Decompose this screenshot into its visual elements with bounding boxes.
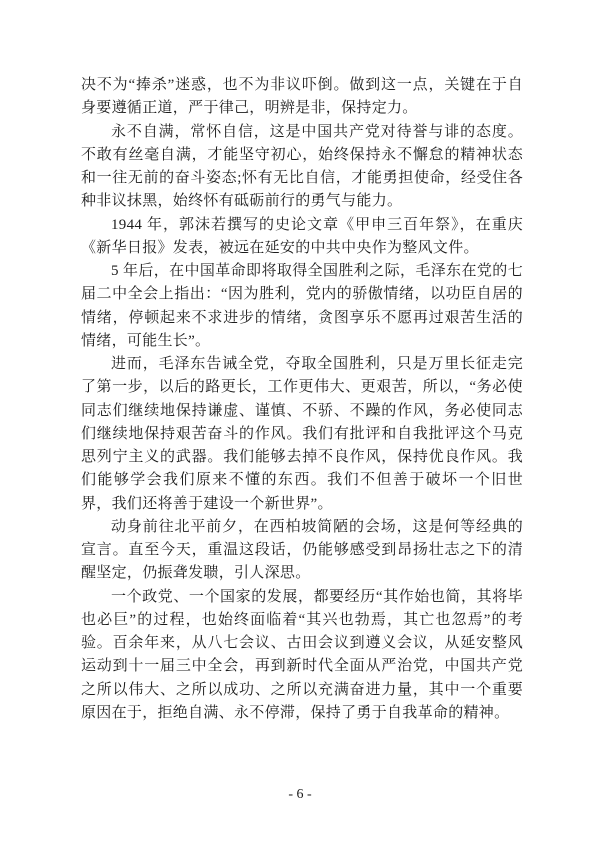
paragraph: 决不为“捧杀”迷惑，也不为非议吓倒。做到这一点，关键在于自身要遵循正道，严于律己，明辨是非，保持定力。	[81, 77, 523, 117]
paragraph: 动身前往北平前夕，在西柏坡简陋的会场，这是何等经典的宣言。直至今天，重温这段话，仍能够感受到昂扬壮志之下的清醒坚定，仍振聋发聩，引人深思。	[81, 518, 523, 582]
page-number: - 6 -	[288, 787, 312, 802]
paragraph: 进而，毛泽东告诫全党，夺取全国胜利，只是万里长征走完了第一步，以后的路更长，工作更伟大、更艰苦，所以，“务必使同志们继续地保持谦虚、谨慎、不骄、不躁的作风，务必使同志们继续地保持艰苦奋斗的作风。我们有批评和自我批评这个马克思列宁主义的武器。我们能够去掉不良作风，保持优良作风。我们能够学会我们原来不懂的东西。我们不但善于破坏一个旧世界，我们还将善于建设一个新世界”。	[81, 356, 523, 512]
paragraph: 一个政党、一个国家的发展，都要经历“其作始也简，其将毕也必巨”的过程，也始终面临着“其兴也勃焉，其亡也忽焉”的考验。百余年来，从八七会议、古田会议到遵义会议，从延安整风运动到十一届三中全会，再到新时代全面从严治党，中国共产党之所以伟大、之所以成功、之所以充满奋进力量，其中一个重要原因在于，拒绝自满、永不停滞，保持了勇于自我革命的精神。	[81, 588, 523, 721]
paragraph: 1944 年，郭沫若撰写的史论文章《甲申三百年祭》，在重庆《新华日报》发表，被远在延安的中共中央作为整风文件。	[81, 216, 523, 256]
document-body	[81, 74, 523, 725]
paragraph: 永不自满，常怀自信，这是中国共产党对待誉与诽的态度。不敢有丝毫自满，才能坚守初心，始终保持永不懈怠的精神状态和一往无前的奋斗姿态;怀有无比自信，才能勇担使命，经受住各种非议抹黑，始终怀有砥砺前行的勇气与能力。	[81, 123, 523, 210]
paragraph: 5 年后，在中国革命即将取得全国胜利之际，毛泽东在党的七届二中全会上指出：“因为胜利，党内的骄傲情绪，以功臣自居的情绪，停顿起来不求进步的情绪，贪图享乐不愿再过艰苦生活的情绪，可能生长”。	[81, 263, 523, 349]
